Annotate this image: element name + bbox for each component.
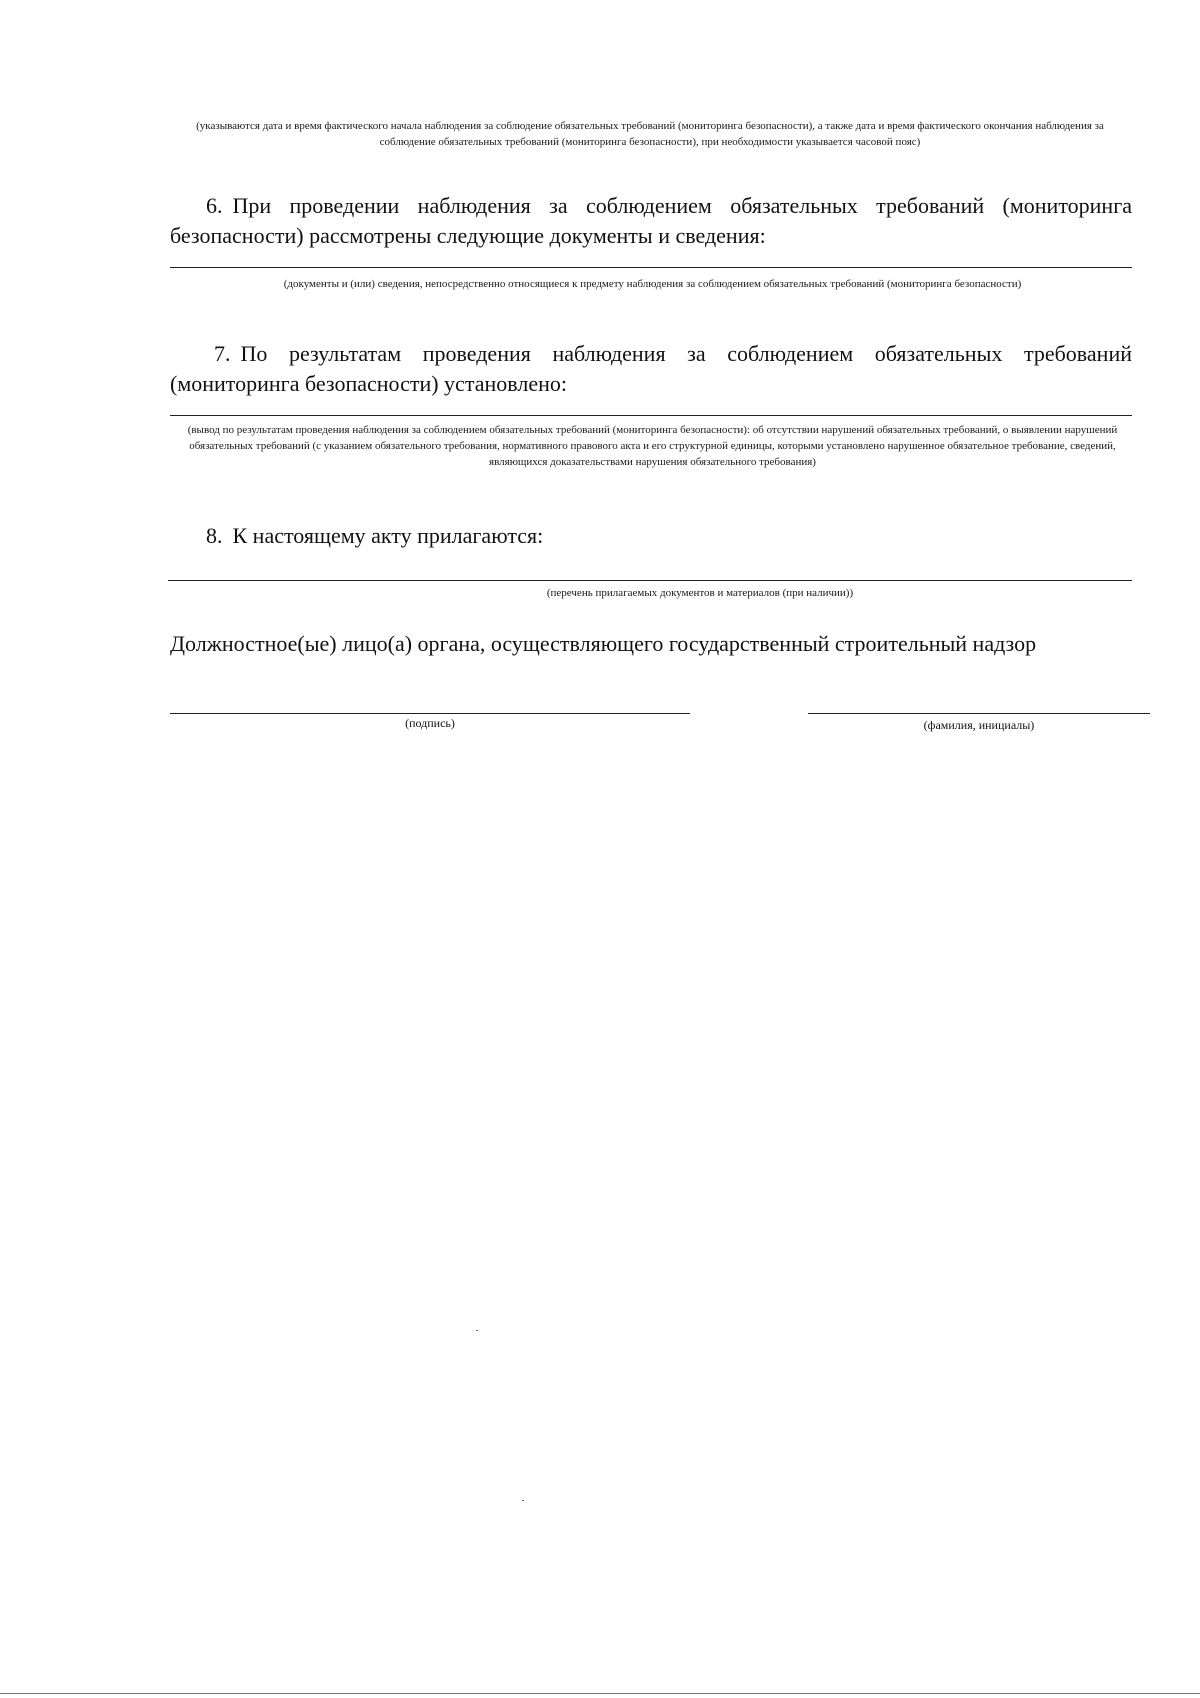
section-6-text: При проведении наблюдения за соблюдением обязательных требований (мониторинга безопасности) рассмотрены следующие документы и сведения: — [170, 193, 1132, 248]
section-6-fill-line — [170, 267, 1132, 268]
officials-heading: Должностное(ые) лицо(а) органа, осуществляющего государственный строительный надзор — [170, 631, 1037, 656]
section-8-caption: (перечень прилагаемых документов и материалов (при наличии)) — [546, 587, 854, 599]
section-7-number: 7. — [214, 341, 231, 366]
date-time-caption: (указываются дата и время фактического начала наблюдения за соблюдение обязательных требований (мониторинга безопасности), а также дата и время фактического окончания наблюдения за соблюдение обязательных требований (мониторинга безопасности), при необходимости указывается часовой пояс) — [196, 120, 1104, 148]
name-caption: (фамилия, инициалы) — [923, 718, 1035, 732]
signature-line — [170, 713, 690, 714]
section-8-text: К настоящему акту прилагаются: — [232, 523, 544, 548]
section-7-caption: (вывод по результатам проведения наблюдения за соблюдением обязательных требований (мониторинга безопасности): об отсутствии нарушений обязательных требований, о выявлении нарушений обязательных требований (с указанием обязательного требования, нормативного правового акта и его структурной единицы, которыми установлено нарушенное обязательное требование, сведений, являющихся доказательствами нарушения обязательного требования) — [187, 424, 1118, 468]
section-8-paragraph — [170, 521, 1132, 551]
section-8-number: 8. — [206, 523, 223, 548]
section-6-paragraph — [170, 191, 1132, 251]
section-7-paragraph — [170, 339, 1132, 399]
scan-speck — [476, 1330, 478, 1331]
signature-caption: (подпись) — [405, 716, 455, 730]
section-8-fill-line — [168, 580, 1132, 581]
section-7-text: По результатам проведения наблюдения за соблюдением обязательных требований (мониторинга безопасности) установлено: — [170, 341, 1132, 396]
name-line — [808, 713, 1150, 714]
scan-speck — [522, 1500, 524, 1501]
page-bottom-edge — [0, 1693, 1200, 1694]
section-6-caption: (документы и (или) сведения, непосредственно относящиеся к предмету наблюдения за соблюдением обязательных требований (мониторинга безопасности) — [283, 278, 1022, 290]
section-6-number: 6. — [206, 193, 223, 218]
section-7-fill-line — [170, 415, 1132, 416]
